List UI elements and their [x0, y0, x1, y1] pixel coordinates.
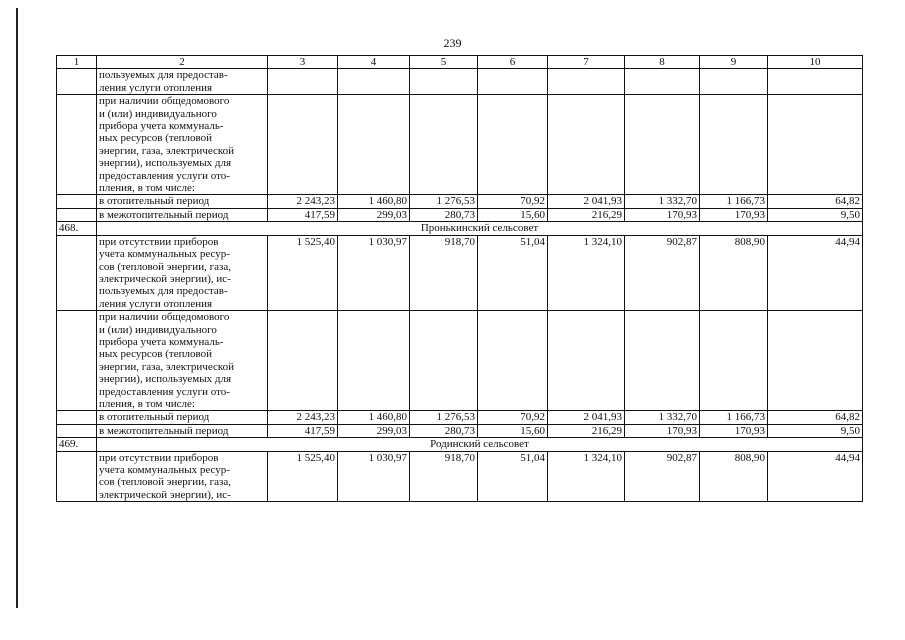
value-cell: [768, 95, 863, 195]
table-row: [57, 424, 863, 437]
column-header: 1: [57, 56, 97, 69]
row-description: в межотопительный период: [97, 424, 268, 437]
table-row: [57, 208, 863, 221]
value-cell: 1 324,10: [548, 235, 625, 310]
value-cell: [410, 311, 478, 411]
row-description: в межотопительный период: [97, 208, 268, 221]
table-row: [57, 311, 863, 411]
column-header-row: [57, 56, 863, 69]
value-cell: 70,92: [478, 411, 548, 424]
value-cell: [548, 311, 625, 411]
row-number: [57, 69, 97, 95]
value-cell: 170,93: [625, 424, 700, 437]
value-cell: 902,87: [625, 235, 700, 310]
value-cell: 2 041,93: [548, 411, 625, 424]
value-cell: 1 030,97: [338, 451, 410, 502]
row-description: пользуемых для предостав- ления услуги отопления: [97, 69, 268, 95]
value-cell: [700, 69, 768, 95]
value-cell: 170,93: [625, 208, 700, 221]
page-edge-line: [16, 8, 18, 608]
value-cell: 2 243,23: [268, 411, 338, 424]
value-cell: 44,94: [768, 451, 863, 502]
value-cell: 216,29: [548, 424, 625, 437]
value-cell: [268, 69, 338, 95]
row-number: [57, 208, 97, 221]
value-cell: 1 166,73: [700, 411, 768, 424]
row-description: при отсутствии приборов учета коммунальных ресур- сов (тепловой энергии, газа, электрической энергии), ис- пользуемых для предостав- ления услуги отопления: [97, 235, 268, 310]
value-cell: 216,29: [548, 208, 625, 221]
column-header: 4: [338, 56, 410, 69]
column-header: 2: [97, 56, 268, 69]
value-cell: [700, 311, 768, 411]
value-cell: 1 166,73: [700, 195, 768, 208]
value-cell: 1 332,70: [625, 195, 700, 208]
column-header: 5: [410, 56, 478, 69]
table-body: [57, 56, 863, 502]
value-cell: 1 276,53: [410, 411, 478, 424]
value-cell: [768, 311, 863, 411]
table-row: [57, 235, 863, 310]
value-cell: 1 324,10: [548, 451, 625, 502]
value-cell: 170,93: [700, 424, 768, 437]
value-cell: 918,70: [410, 235, 478, 310]
row-description: при отсутствии приборов учета коммунальных ресур- сов (тепловой энергии, газа, электрической энергии), ис-: [97, 451, 268, 502]
value-cell: 64,82: [768, 411, 863, 424]
row-number: [57, 235, 97, 310]
value-cell: 15,60: [478, 208, 548, 221]
value-cell: [410, 69, 478, 95]
value-cell: 1 030,97: [338, 235, 410, 310]
value-cell: 417,59: [268, 424, 338, 437]
value-cell: 808,90: [700, 235, 768, 310]
value-cell: 1 525,40: [268, 451, 338, 502]
value-cell: [338, 311, 410, 411]
section-row: [57, 222, 863, 235]
section-title: Пронькинский сельсовет: [97, 222, 863, 235]
value-cell: 44,94: [768, 235, 863, 310]
value-cell: 170,93: [700, 208, 768, 221]
tariff-table: [56, 55, 863, 502]
row-number: [57, 311, 97, 411]
value-cell: 9,50: [768, 208, 863, 221]
column-header: 6: [478, 56, 548, 69]
value-cell: 51,04: [478, 451, 548, 502]
value-cell: [625, 311, 700, 411]
value-cell: 1 332,70: [625, 411, 700, 424]
column-header: 3: [268, 56, 338, 69]
value-cell: [768, 69, 863, 95]
value-cell: 1 525,40: [268, 235, 338, 310]
value-cell: 64,82: [768, 195, 863, 208]
value-cell: 1 460,80: [338, 195, 410, 208]
value-cell: 902,87: [625, 451, 700, 502]
row-number: [57, 195, 97, 208]
value-cell: [268, 311, 338, 411]
value-cell: 51,04: [478, 235, 548, 310]
column-header: 10: [768, 56, 863, 69]
value-cell: 299,03: [338, 424, 410, 437]
value-cell: [410, 95, 478, 195]
value-cell: 280,73: [410, 424, 478, 437]
column-header: 7: [548, 56, 625, 69]
value-cell: [268, 95, 338, 195]
table-row: [57, 411, 863, 424]
row-number: [57, 451, 97, 502]
row-description: при наличии общедомового и (или) индивидуального прибора учета коммуналь- ных ресурсов (тепловой энергии, газа, электрической энергии), используемых для предоставления услуги ото- пления, в том числе:: [97, 95, 268, 195]
value-cell: 2 243,23: [268, 195, 338, 208]
table-row: [57, 195, 863, 208]
value-cell: [625, 69, 700, 95]
section-number: 468.: [57, 222, 97, 235]
row-description: в отопительный период: [97, 411, 268, 424]
value-cell: 299,03: [338, 208, 410, 221]
value-cell: 1 276,53: [410, 195, 478, 208]
value-cell: 70,92: [478, 195, 548, 208]
value-cell: 2 041,93: [548, 195, 625, 208]
value-cell: [548, 95, 625, 195]
value-cell: 280,73: [410, 208, 478, 221]
value-cell: [338, 95, 410, 195]
row-number: [57, 95, 97, 195]
row-number: [57, 411, 97, 424]
value-cell: 15,60: [478, 424, 548, 437]
value-cell: 1 460,80: [338, 411, 410, 424]
value-cell: 808,90: [700, 451, 768, 502]
section-number: 469.: [57, 438, 97, 451]
table-row: [57, 95, 863, 195]
value-cell: [548, 69, 625, 95]
table-row: [57, 451, 863, 502]
value-cell: [478, 69, 548, 95]
table-row: [57, 69, 863, 95]
value-cell: [700, 95, 768, 195]
value-cell: 918,70: [410, 451, 478, 502]
value-cell: [625, 95, 700, 195]
value-cell: [478, 311, 548, 411]
row-number: [57, 424, 97, 437]
column-header: 8: [625, 56, 700, 69]
value-cell: 417,59: [268, 208, 338, 221]
row-description: при наличии общедомового и (или) индивидуального прибора учета коммуналь- ных ресурсов (тепловой энергии, газа, электрической энергии), используемых для предоставления услуги ото- пления, в том числе:: [97, 311, 268, 411]
value-cell: [338, 69, 410, 95]
value-cell: [478, 95, 548, 195]
section-row: [57, 438, 863, 451]
page-number: 239: [443, 36, 462, 50]
column-header: 9: [700, 56, 768, 69]
section-title: Родинский сельсовет: [97, 438, 863, 451]
value-cell: 9,50: [768, 424, 863, 437]
row-description: в отопительный период: [97, 195, 268, 208]
